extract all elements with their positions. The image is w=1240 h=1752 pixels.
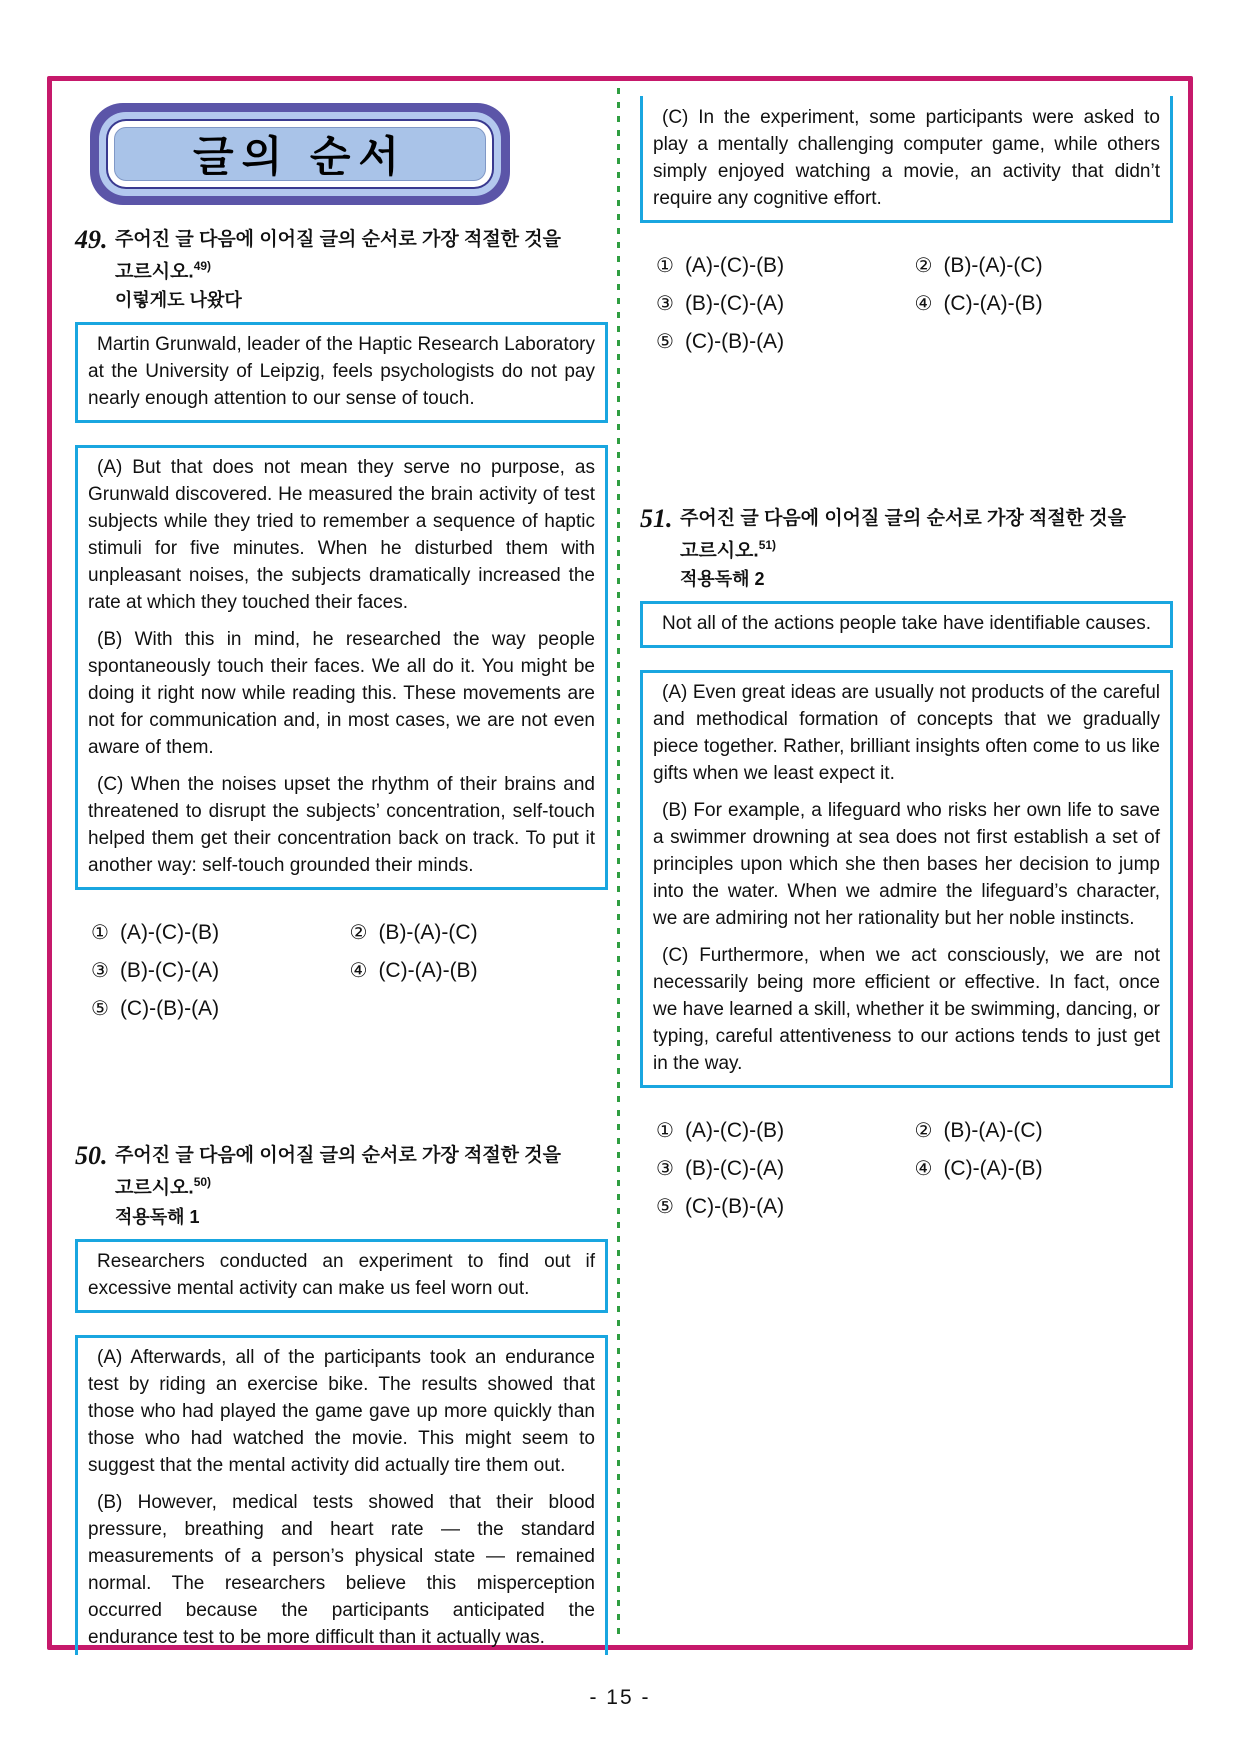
section-title-plate xyxy=(114,127,486,181)
option-marker: ② xyxy=(349,922,368,945)
left-column xyxy=(75,98,608,1655)
option-marker: ② xyxy=(914,1120,933,1143)
question-51-header xyxy=(640,505,1173,593)
option-label: (C)-(B)-(A) xyxy=(684,1195,785,1219)
passage-paragraph-a: (A) But that does not mean they serve no purpose, as Grunwald discovered. He measured the brain activity of test subjects while they tried to remember a sequence of haptic stimuli for five minutes. When he disturbed them with unpleasant noises, the subjects dramatically increased the rate at which they touched their faces. xyxy=(88,457,595,614)
page-number: - 15 - xyxy=(589,1686,651,1709)
ordering-paragraphs-box xyxy=(640,670,1173,1088)
question-prompt-text: 주어진 글 다음에 이어질 글의 순서로 가장 적절한 것을 고르시오. xyxy=(115,1145,562,1199)
passage-paragraph-c: (C) Furthermore, when we act consciously, we are not necessarily being more efficient or effective. In fact, once we have learned a skill, whether it be swimming, dancing, or typing, careful attentiveness to our actions tends to just get in the way. xyxy=(653,945,1160,1075)
answer-options-q51 xyxy=(640,1118,1173,1220)
question-49-header xyxy=(75,226,608,314)
option-marker: ④ xyxy=(914,1158,933,1181)
question-subtitle: 적용독해 1 xyxy=(115,1206,200,1227)
passage-paragraph-a: (A) Even great ideas are usually not products of the careful and methodical formation of concepts that we gradually piece together. Rather, brilliant insights often come to us like gifts when we least expect it. xyxy=(653,682,1160,785)
question-prompt xyxy=(115,226,608,314)
footnote-ref: 51) xyxy=(758,538,777,552)
option-marker: ④ xyxy=(914,293,933,315)
given-passage-text: Researchers conducted an experiment to find out if excessive mental activity can make us feel worn out. xyxy=(88,1250,595,1299)
option-marker: ⑤ xyxy=(656,1196,674,1219)
option-label: (B)-(A)-(C) xyxy=(943,1119,1043,1143)
option-label: (B)-(A)-(C) xyxy=(943,254,1043,277)
footnote-ref: 49) xyxy=(193,259,212,273)
option-5 xyxy=(656,1194,915,1220)
option-label: (C)-(A)-(B) xyxy=(943,1157,1043,1181)
option-marker: ② xyxy=(914,255,933,277)
option-label: (A)-(C)-(B) xyxy=(684,1119,785,1143)
option-marker: ⑤ xyxy=(91,998,109,1021)
option-4 xyxy=(915,291,1174,317)
answer-options-q50 xyxy=(640,253,1173,355)
option-label: (C)-(A)-(B) xyxy=(943,292,1043,315)
given-passage-box xyxy=(75,322,608,423)
option-label: (C)-(A)-(B) xyxy=(378,959,478,983)
option-5 xyxy=(91,996,350,1022)
option-label: (C)-(B)-(A) xyxy=(119,997,220,1021)
option-1 xyxy=(656,253,915,279)
option-marker: ① xyxy=(656,1120,674,1143)
question-prompt xyxy=(680,505,1173,593)
question-50-header xyxy=(75,1142,608,1230)
option-2 xyxy=(350,920,609,946)
ordering-paragraphs-box-continued-below xyxy=(75,1335,608,1655)
footnote-ref: 50) xyxy=(193,1175,212,1190)
question-prompt-text: 주어진 글 다음에 이어질 글의 순서로 가장 적절한 것을 고르시오. xyxy=(115,229,562,283)
question-prompt xyxy=(115,1142,608,1230)
given-passage-box xyxy=(640,601,1173,648)
option-5 xyxy=(656,329,915,355)
option-label: (B)-(A)-(C) xyxy=(378,921,478,945)
option-1 xyxy=(656,1118,915,1144)
given-passage-text: Martin Grunwald, leader of the Haptic Research Laboratory at the University of Leipzig, feels psychologists do not pay nearly enough attention to our sense of touch. xyxy=(88,334,595,410)
question-number: 50. xyxy=(75,1141,108,1171)
section-title-box xyxy=(85,100,515,208)
option-marker: ③ xyxy=(656,1158,674,1181)
option-3 xyxy=(656,291,915,317)
column-divider xyxy=(617,88,620,1640)
answer-options-q49 xyxy=(75,920,608,1022)
right-column xyxy=(640,96,1173,1220)
option-label: (B)-(C)-(A) xyxy=(684,1157,785,1181)
option-4 xyxy=(350,958,609,984)
question-subtitle: 적용독해 2 xyxy=(680,569,765,590)
option-2 xyxy=(915,253,1174,279)
ordering-paragraphs-box xyxy=(75,445,608,890)
option-marker: ⑤ xyxy=(656,331,674,353)
option-3 xyxy=(91,958,350,984)
passage-paragraph-b: (B) With this in mind, he researched the way people spontaneously touch their faces. We all do it. You might be doing it right now while reading this. These movements are not for communication and, in most cases, we are not even aware of them. xyxy=(88,629,595,759)
page-title: 글의 순서 xyxy=(193,133,407,180)
question-number: 49. xyxy=(75,225,108,254)
question-subtitle: 이렇게도 나왔다 xyxy=(115,290,242,311)
option-4 xyxy=(915,1156,1174,1182)
given-passage-box xyxy=(75,1239,608,1313)
given-passage-text: Not all of the actions people take have identifiable causes. xyxy=(662,613,1152,635)
ordering-paragraphs-box-continuation xyxy=(640,96,1173,223)
option-label: (A)-(C)-(B) xyxy=(119,921,220,945)
option-marker: ④ xyxy=(349,960,368,983)
option-marker: ③ xyxy=(656,293,674,315)
option-2 xyxy=(915,1118,1174,1144)
option-3 xyxy=(656,1156,915,1182)
option-1 xyxy=(91,920,350,946)
option-marker: ③ xyxy=(91,960,109,983)
passage-paragraph-c: (C) In the experiment, some participants were asked to play a mentally challenging computer game, while others simply enjoyed watching a movie, an activity that didn’t require any cognitive effort. xyxy=(653,107,1160,209)
passage-paragraph-a: (A) Afterwards, all of the participants took an endurance test by riding an exercise bike. The results showed that those who had played the game gave up more quickly than those who had watched the movie. This might seem to suggest that the mental activity did actually tire them out. xyxy=(88,1346,595,1476)
option-marker: ① xyxy=(656,255,674,277)
option-label: (A)-(C)-(B) xyxy=(684,254,785,277)
option-label: (B)-(C)-(A) xyxy=(119,959,220,983)
question-number: 51. xyxy=(640,504,673,533)
option-label: (B)-(C)-(A) xyxy=(684,292,785,315)
passage-paragraph-b: (B) For example, a lifeguard who risks her own life to save a swimmer drowning at sea does not first establish a set of principles upon which she then bases her decision to jump into the water. When we admire the lifeguard’s character, we are admiring not her rationality but her noble instincts. xyxy=(653,800,1160,930)
question-prompt-text: 주어진 글 다음에 이어질 글의 순서로 가장 적절한 것을 고르시오. xyxy=(680,508,1127,562)
passage-paragraph-b: (B) However, medical tests showed that their blood pressure, breathing and heart rate — the standard measurements of a person’s physical state — remained normal. The researchers believe this misperception occurred because the participants anticipated the endurance test to be more difficult than it actually was. xyxy=(88,1491,595,1648)
passage-paragraph-c: (C) When the noises upset the rhythm of their brains and threatened to disrupt the subjects’ concentration, self-touch helped them get their concentration back on track. To put it another way: self-touch grounded their minds. xyxy=(88,774,595,877)
option-label: (C)-(B)-(A) xyxy=(684,330,785,353)
option-marker: ① xyxy=(91,922,109,945)
